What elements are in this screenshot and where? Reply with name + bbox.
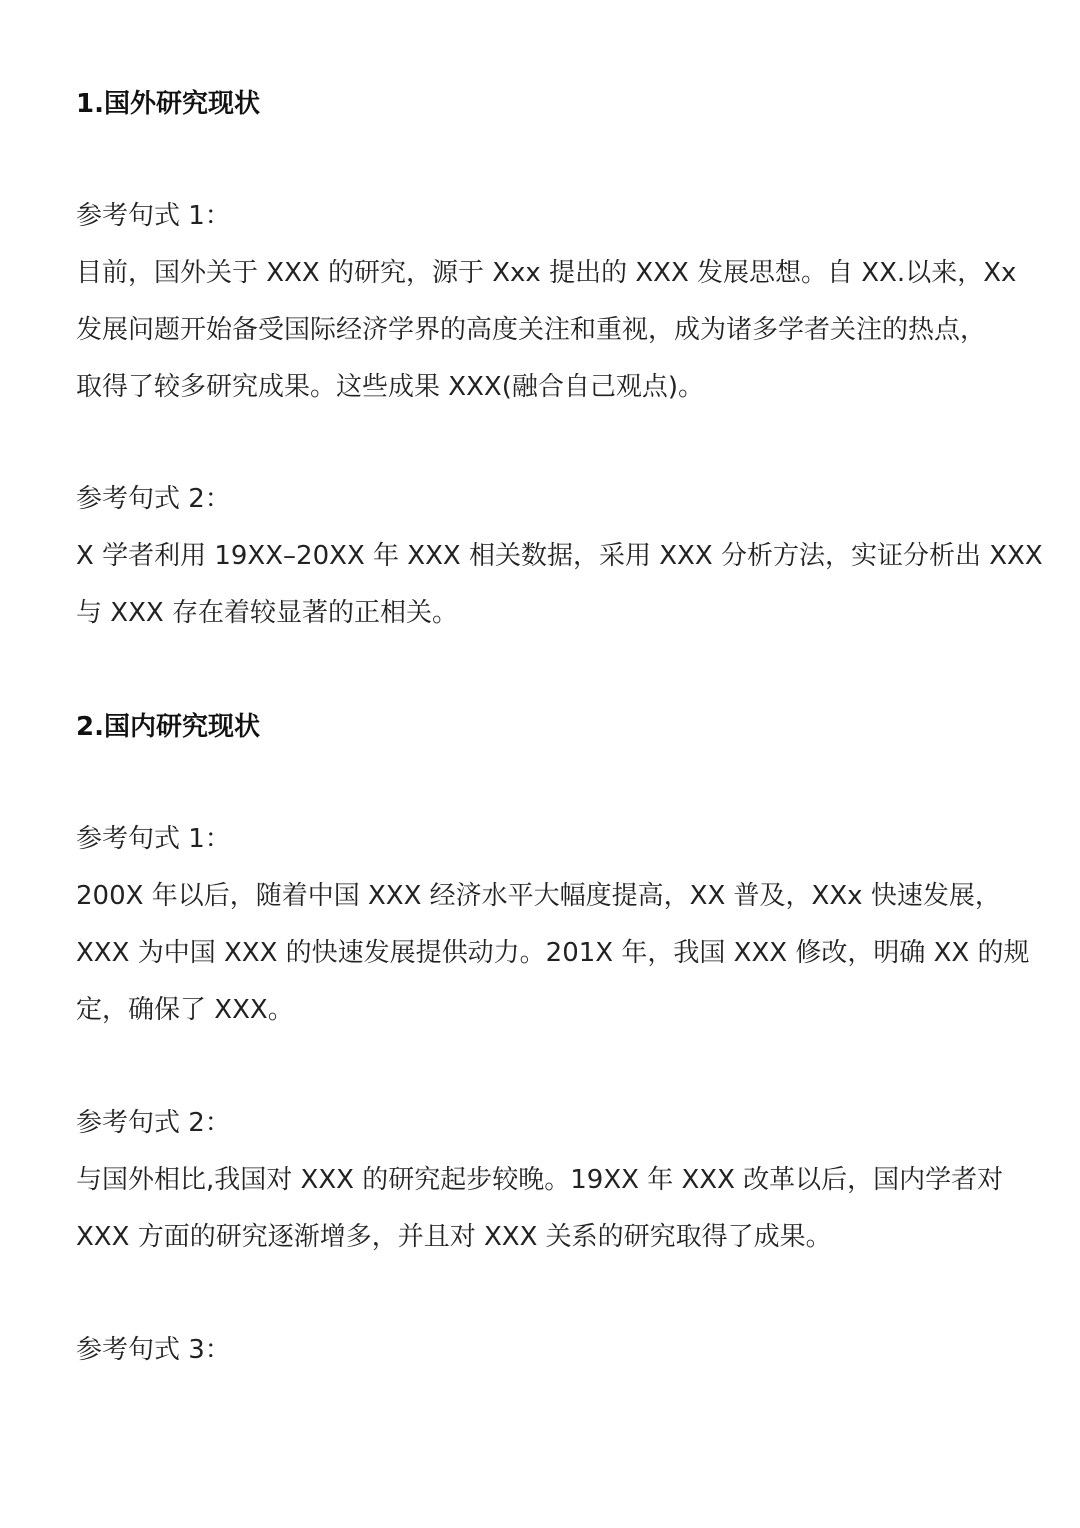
paragraph-line: X 学者利用 19XX–20XX 年 XXX 相关数据，采用 XXX 分析方法，实证分析出 XXX (76, 541, 1043, 571)
section-2-item-3-label-block (76, 1332, 1016, 1368)
paragraph-line: 与国外相比,我国对 XXX 的研究起步较晚。19XX 年 XXX 改革以后，国内学者对 (76, 1165, 1004, 1195)
section-1-heading-block (76, 86, 1016, 122)
section-2-heading-block (76, 709, 1016, 745)
section-2-item-2-label-block (76, 1105, 1016, 1141)
paragraph-line: 取得了较多研究成果。这些成果 XXX(融合自己观点)。 (76, 372, 704, 402)
paragraph-line: 与 XXX 存在着较显著的正相关。 (76, 598, 458, 628)
section-1-item-1-label-block (76, 198, 1016, 234)
reference-pattern-label: 参考句式 3： (76, 1335, 231, 1365)
reference-pattern-label: 参考句式 1： (76, 201, 231, 231)
paragraph-line: 200X 年以后，随着中国 XXX 经济水平大幅度提高，XX 普及，XXx 快速发展， (76, 881, 1001, 911)
paragraph-line: XXX 方面的研究逐渐增多，并且对 XXX 关系的研究取得了成果。 (76, 1222, 832, 1252)
reference-pattern-label: 参考句式 2： (76, 1108, 231, 1138)
section-2-item-1-paragraph (76, 868, 1030, 1039)
section-heading: 2.国内研究现状 (76, 712, 260, 742)
section-2-item-2-paragraph (76, 1152, 1016, 1266)
section-heading: 1.国外研究现状 (76, 89, 260, 119)
paragraph-line: 发展问题开始备受国际经济学界的高度关注和重视，成为诸多学者关注的热点， (76, 315, 987, 345)
reference-pattern-label: 参考句式 2： (76, 484, 231, 514)
section-1-item-2-paragraph (76, 528, 1043, 642)
section-1-item-2-label-block (76, 481, 1016, 517)
section-2-item-1-label-block (76, 821, 1016, 857)
paragraph-line: 定，确保了 XXX。 (76, 995, 294, 1025)
paragraph-line: XXX 为中国 XXX 的快速发展提供动力。201X 年，我国 XXX 修改，明确 XX 的规 (76, 938, 1030, 968)
section-1-item-1-paragraph (76, 245, 1016, 416)
paragraph-line: 目前，国外关于 XXX 的研究，源于 Xxx 提出的 XXX 发展思想。自 XX.以来，Xx (76, 258, 1017, 288)
reference-pattern-label: 参考句式 1： (76, 824, 231, 854)
